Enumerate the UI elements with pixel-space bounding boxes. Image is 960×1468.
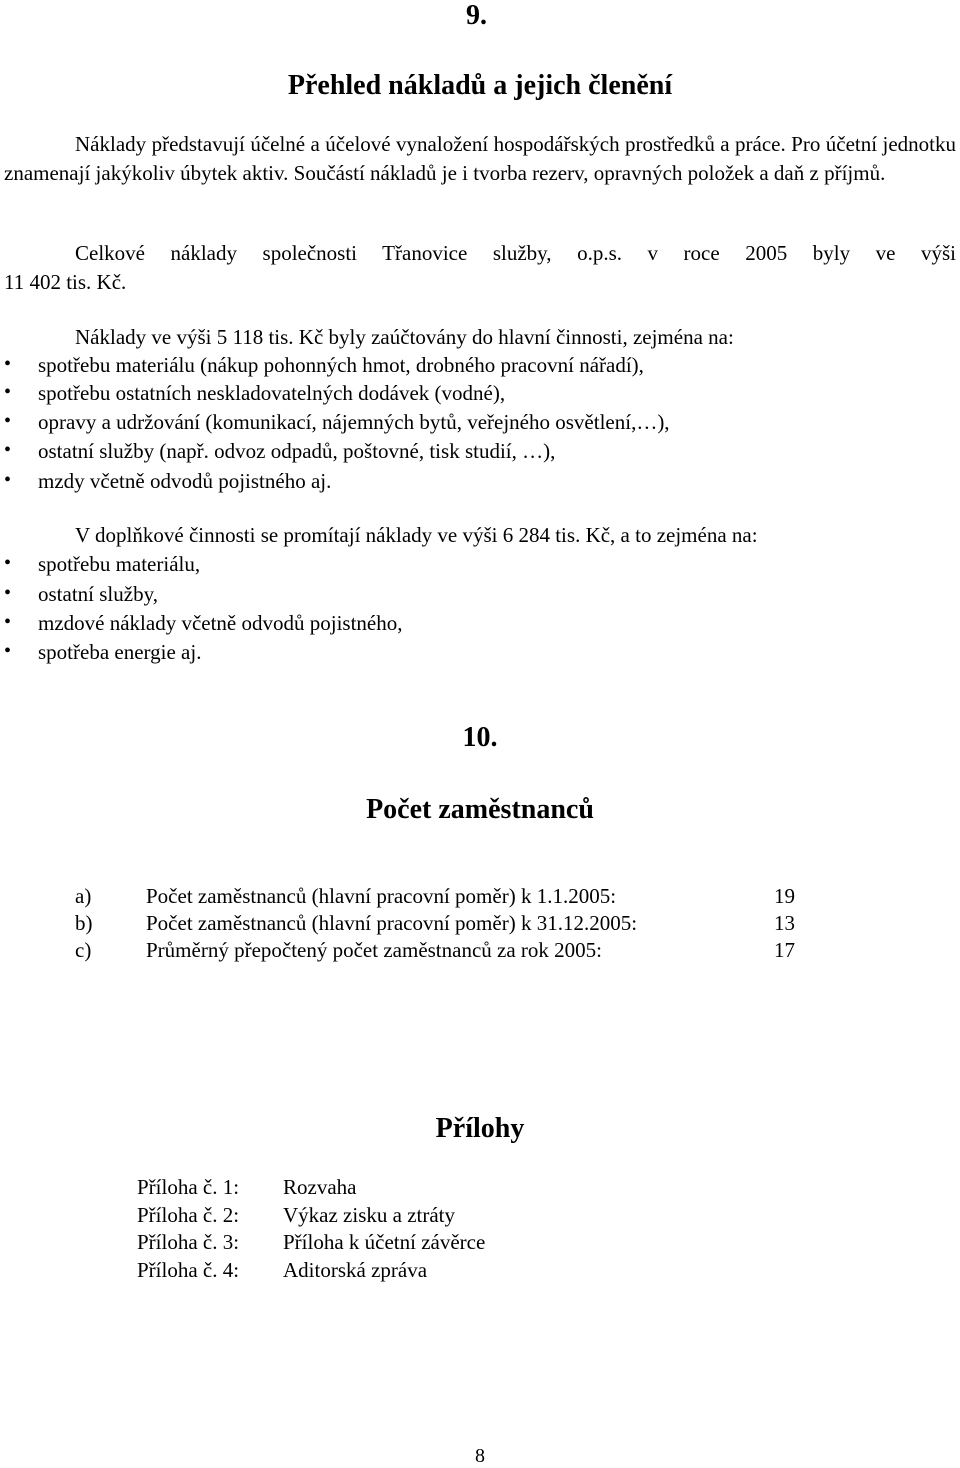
bullet-icon: • (4, 611, 12, 633)
bullet-icon: • (4, 381, 12, 403)
bullet-icon: • (4, 353, 12, 375)
total-costs-amount: 11 402 tis. Kč. (4, 270, 127, 294)
list-item: Příloha č. 4: Aditorská zpráva (137, 1258, 428, 1282)
page-number: 8 (475, 1445, 485, 1467)
section-9-number: 9. (466, 0, 487, 31)
list-item: Příloha č. 1: Rozvaha (137, 1175, 357, 1199)
costs-definition-paragraph: Náklady představují účelné a účelové vynaložení hospodářských prostředků a práce. Pro účetní jednotku znamenají jakýkoliv úbytek aktiv. Součástí nákladů je i tvorba rezerv, opravných položek a daň z příjmů. (4, 132, 956, 185)
attachments-title: Přílohy (435, 1113, 525, 1144)
section-10-number: 10. (462, 722, 498, 753)
bullet-icon: • (4, 582, 12, 604)
bullet-icon: • (4, 410, 12, 432)
table-row: a) Počet zaměstnanců (hlavní pracovní poměr) k 1.1.2005: 19 (75, 884, 795, 908)
list-item: Příloha č. 3: Příloha k účetní závěrce (137, 1230, 486, 1254)
list-item: Příloha č. 2: Výkaz zisku a ztráty (137, 1203, 456, 1227)
total-costs-line: Celkové náklady společnosti Třanovice služby, o.p.s. v roce 2005 byly ve výši (75, 241, 956, 265)
table-row: c) Průměrný přepočtený počet zaměstnanců za rok 2005: 17 (75, 938, 795, 962)
bullet-icon: • (4, 552, 12, 574)
side-activity-costs-line: V doplňkové činnosti se promítají náklady ve výši 6 284 tis. Kč, a to zejména na: (75, 523, 758, 547)
section-10-title: Počet zaměstnanců (366, 794, 594, 825)
section-9-title: Přehled nákladů a jejich členění (287, 70, 673, 101)
bullet-icon: • (4, 469, 12, 491)
bullet-icon: • (4, 640, 12, 662)
main-activity-costs-line: Náklady ve výši 5 118 tis. Kč byly zaúčtovány do hlavní činnosti, zejména na: (75, 325, 734, 349)
table-row: b) Počet zaměstnanců (hlavní pracovní poměr) k 31.12.2005: 13 (75, 911, 795, 935)
bullet-icon: • (4, 439, 12, 461)
